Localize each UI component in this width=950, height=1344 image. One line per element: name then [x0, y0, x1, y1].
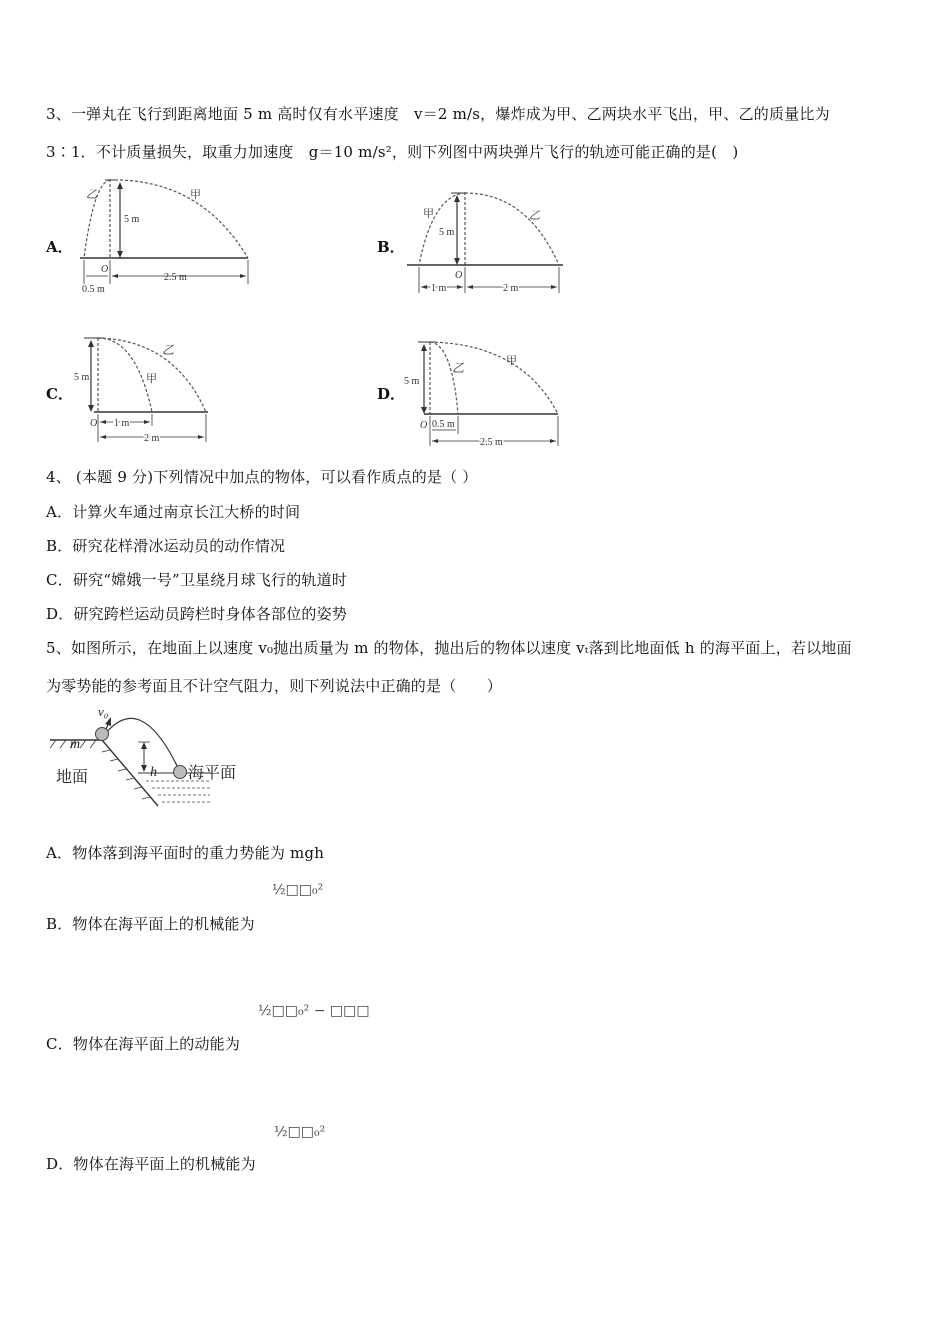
q3-option-d-label: D． — [377, 385, 406, 403]
q3-b-left-dist: 1 m — [431, 283, 447, 294]
q3-b-right-name: 乙 — [529, 210, 540, 222]
q3-a-right-dist: 2.5 m — [164, 272, 187, 283]
q5-option-c-formula: ½□□₀² − □□□ — [258, 1003, 370, 1019]
q3-a-right-name: 甲 — [190, 189, 201, 201]
q3-a-left-name: 乙 — [86, 189, 97, 201]
q3-d-near-dist: 0.5 m — [432, 419, 455, 430]
q3-c-origin: O — [90, 418, 98, 429]
q3-option-a-label: A． — [46, 238, 73, 256]
q3-a-origin: O — [101, 264, 109, 275]
q4-option-d: D．研究跨栏运动员跨栏时身体各部位的姿势 — [46, 605, 348, 623]
q3-d-origin: O — [420, 420, 428, 431]
q3-d-far-name: 甲 — [506, 355, 517, 367]
q3-c-near-name: 甲 — [146, 373, 157, 385]
q5-option-b-formula: ½□□₀² — [272, 882, 324, 898]
q5-option-d-formula: ½□□₀² — [274, 1124, 326, 1140]
q3-c-far-name: 乙 — [162, 343, 175, 357]
q3-option-b-diagram — [405, 189, 565, 299]
q3-option-d-diagram — [402, 338, 562, 450]
q3-b-left-name: 甲 — [423, 208, 434, 220]
q4-option-c: C．研究“嫦娥一号”卫星绕月球飞行的轨道时 — [46, 571, 348, 589]
q3-option-b-label: B． — [377, 238, 405, 256]
q3-line-2: 3∶1．不计质量损失，取重力加速度 g＝10 m/s²，则下列图中两块弹片飞行的轨迹可能正确的是( ) — [46, 143, 739, 161]
q5-option-a: A．物体落到海平面时的重力势能为 mgh — [46, 844, 325, 862]
q3-b-origin: O — [455, 270, 463, 281]
q3-d-near-name: 乙 — [452, 361, 465, 375]
q3-option-c-diagram — [74, 334, 214, 446]
q3-b-height: 5 m — [439, 227, 455, 238]
q5-fig-ground: 地面 — [56, 769, 89, 786]
q3-option-a-diagram — [72, 176, 252, 296]
q5-option-b: B．物体在海平面上的机械能为 — [46, 915, 255, 933]
q5-line-1: 5、如图所示，在地面上以速度 v₀抛出质量为 m 的物体，抛出后的物体以速度 vₜ落到比地面低 h 的海平面上，若以地面 — [46, 639, 852, 657]
q3-a-height: 5 m — [124, 214, 140, 225]
q4-option-a: A．计算火车通过南京长江大桥的时间 — [46, 503, 301, 521]
q3-line-1: 3、一弹丸在飞行到距离地面 5 m 高时仅有水平速度 v＝2 m/s，爆炸成为甲、乙两块水平飞出，甲、乙的质量比为 — [46, 105, 830, 123]
q5-fig-m: m — [70, 737, 81, 752]
q5-fig-sea: 海平面 — [188, 765, 237, 782]
q3-c-near-dist: 1 m — [114, 418, 130, 429]
q5-line-2: 为零势能的参考面且不计空气阻力，则下列说法中正确的是（ ） — [46, 677, 503, 695]
q5-fig-h: h — [150, 765, 157, 780]
q3-b-right-dist: 2 m — [503, 283, 519, 294]
q3-d-height: 5 m — [404, 376, 420, 387]
q5-option-d: D．物体在海平面上的机械能为 — [46, 1155, 256, 1173]
q5-figure — [50, 702, 250, 812]
q5-option-c: C．物体在海平面上的动能为 — [46, 1035, 241, 1053]
q3-c-height: 5 m — [74, 372, 90, 383]
q4-stem: 4、 (本题 9 分)下列情况中加点的物体，可以看作质点的是（ ） — [46, 468, 478, 486]
q3-a-left-dist: 0.5 m — [82, 284, 105, 295]
q3-c-far-dist: 2 m — [144, 433, 160, 444]
q3-option-c-label: C． — [46, 385, 73, 403]
q4-option-b: B．研究花样滑冰运动员的动作情况 — [46, 537, 286, 555]
q3-d-far-dist: 2.5 m — [480, 437, 503, 448]
q5-fig-v0: v₀ — [98, 704, 109, 719]
